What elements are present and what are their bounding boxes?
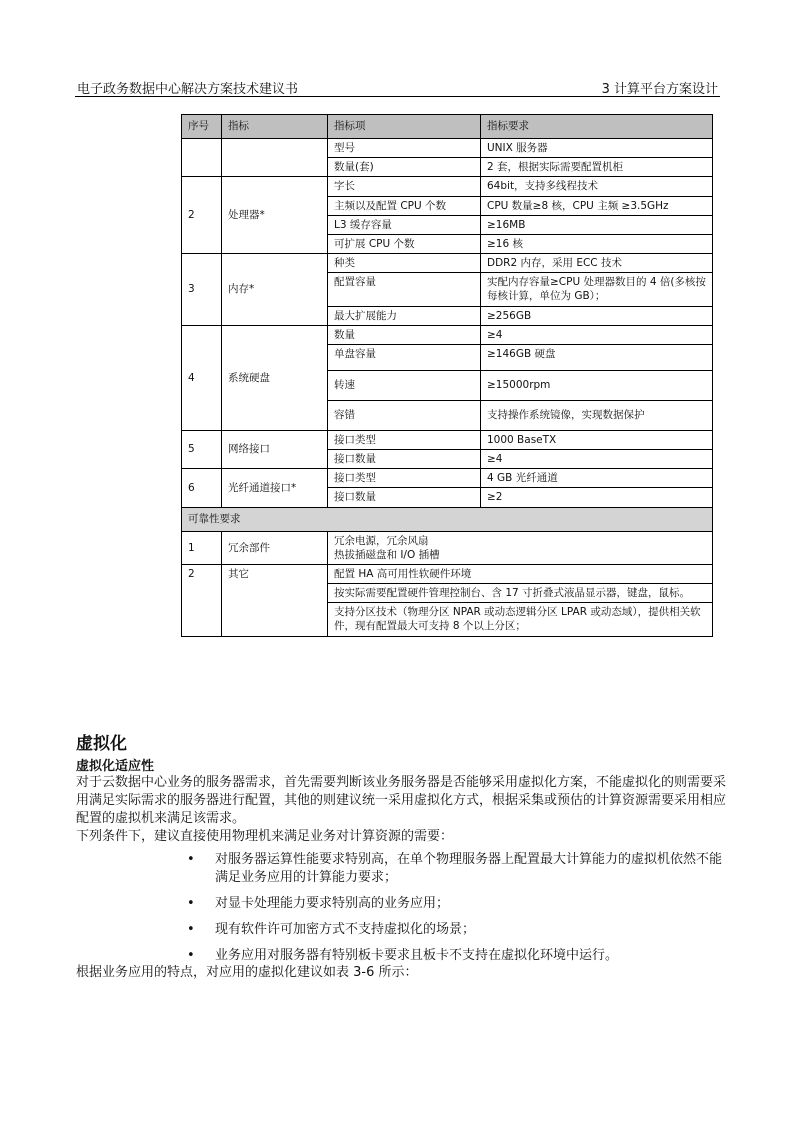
- row-indicator: 其它: [222, 564, 328, 636]
- row-requirement: CPU 数量≥8 核，CPU 主频 ≥3.5GHz: [481, 196, 713, 215]
- requirement-line: 热拔插磁盘和 I/O 插槽: [334, 548, 440, 561]
- table-row: [182, 254, 713, 273]
- row-no: 2: [182, 564, 222, 636]
- section-row-reliability: [182, 507, 713, 531]
- list-item-text: 业务应用对服务器有特别板卡要求且板卡不支持在虚拟化环境中运行。: [215, 948, 619, 963]
- paragraph-intro: 对于云数据中心业务的服务器需求，首先需要判断该业务服务器是否能够采用虚拟化方案，不能虚拟化的则需要采用满足实际需求的服务器进行配置，其他的则建议统一采用虚拟化方式，根据采集或预估的计算资源需要采用相应配置的虚拟机来满足该需求。: [76, 775, 727, 826]
- row-item: 数量(套): [328, 158, 481, 177]
- row-no: 6: [182, 469, 222, 507]
- bullet-list: [183, 851, 728, 973]
- row-requirement: ≥2: [481, 488, 713, 507]
- header-doc-title: 电子政务数据中心解决方案技术建议书: [77, 82, 299, 97]
- row-item: 接口数量: [328, 450, 481, 469]
- page-header: [75, 78, 720, 97]
- col-header-item: 指标项: [328, 115, 481, 139]
- row-item: 数量: [328, 325, 481, 344]
- row-indicator: 系统硬盘: [222, 325, 328, 430]
- row-requirement: 配置 HA 高可用性软硬件环境: [328, 564, 713, 583]
- row-requirement: ≥16MB: [481, 215, 713, 234]
- row-item: 种类: [328, 254, 481, 273]
- row-requirement: 支持操作系统镜像，实现数据保护: [481, 400, 713, 430]
- table-row: [182, 430, 713, 449]
- row-requirement: 实配内存容量≥CPU 处理器数目的 4 倍(多核按每核计算，单位为 GB）；: [481, 273, 713, 306]
- col-header-requirement: 指标要求: [481, 115, 713, 139]
- row-requirement: DDR2 内存，采用 ECC 技术: [481, 254, 713, 273]
- row-no: [182, 139, 222, 177]
- row-requirement: 支持分区技术（物理分区 NPAR 或动态逻辑分区 LPAR 或动态域），提供相关软件，现有配置最大可支持 8 个以上分区；: [328, 603, 713, 636]
- table-row: [182, 531, 713, 564]
- row-item: 接口类型: [328, 469, 481, 488]
- bullet-icon: •: [187, 852, 195, 867]
- list-item: [183, 921, 728, 939]
- row-indicator: [222, 139, 328, 177]
- row-item: L3 缓存容量: [328, 215, 481, 234]
- row-item: 转速: [328, 370, 481, 400]
- list-item-text: 对显卡处理能力要求特别高的业务应用；: [215, 896, 450, 911]
- list-item-text: 对服务器运算性能要求特别高，在单个物理服务器上配置最大计算能力的虚拟机依然不能满足业务应用的计算能力要求；: [215, 852, 723, 885]
- bullet-icon: •: [187, 948, 195, 963]
- list-item-text: 现有软件许可加密方式不支持虚拟化的场景；: [215, 922, 476, 937]
- list-item: [183, 851, 728, 887]
- server-spec-table: [181, 114, 713, 637]
- paragraph-table-ref: 根据业务应用的特点，对应用的虚拟化建议如表 3-6 所示：: [76, 965, 418, 980]
- section-label: 可靠性要求: [182, 507, 713, 531]
- row-item: 型号: [328, 139, 481, 158]
- table-row: [182, 564, 713, 583]
- paragraph-conditions: 下列条件下，建议直接使用物理机来满足业务对计算资源的需要：: [76, 829, 454, 844]
- row-item: 最大扩展能力: [328, 306, 481, 325]
- row-indicator: 内存*: [222, 254, 328, 326]
- row-indicator: 处理器*: [222, 177, 328, 254]
- row-requirement: 按实际需要配置硬件管理控制台、含 17 寸折叠式液晶显示器，键盘，鼠标。: [328, 584, 713, 603]
- row-requirement: ≥16 核: [481, 234, 713, 253]
- row-requirement: 4 GB 光纤通道: [481, 469, 713, 488]
- header-chapter-title: 3 计算平台方案设计: [601, 82, 718, 97]
- row-requirement: ≥4: [481, 450, 713, 469]
- row-item: 主频以及配置 CPU 个数: [328, 196, 481, 215]
- row-item: 单盘容量: [328, 344, 481, 370]
- list-item: [183, 895, 728, 913]
- bullet-icon: •: [187, 896, 195, 911]
- row-requirement: ≥256GB: [481, 306, 713, 325]
- list-item: [183, 947, 728, 965]
- row-requirement: [328, 531, 713, 564]
- row-requirement: 64bit，支持多线程技术: [481, 177, 713, 196]
- subsection-heading: 虚拟化适应性: [76, 759, 155, 774]
- row-requirement: 1000 BaseTX: [481, 430, 713, 449]
- table-row: [182, 139, 713, 158]
- row-no: 5: [182, 430, 222, 468]
- table-row: [182, 325, 713, 344]
- row-no: 1: [182, 531, 222, 564]
- bullet-icon: •: [187, 922, 195, 937]
- row-requirement: 2 套，根据实际需要配置机柜: [481, 158, 713, 177]
- row-item: 接口类型: [328, 430, 481, 449]
- row-requirement: ≥146GB 硬盘: [481, 344, 713, 370]
- row-no: 2: [182, 177, 222, 254]
- row-requirement: ≥4: [481, 325, 713, 344]
- row-no: 4: [182, 325, 222, 430]
- row-indicator: 冗余部件: [222, 531, 328, 564]
- col-header-indicator: 指标: [222, 115, 328, 139]
- row-indicator: 光纤通道接口*: [222, 469, 328, 507]
- table-row: [182, 177, 713, 196]
- row-item: 容错: [328, 400, 481, 430]
- row-item: 可扩展 CPU 个数: [328, 234, 481, 253]
- row-item: 配置容量: [328, 273, 481, 306]
- table-row: [182, 469, 713, 488]
- row-requirement: UNIX 服务器: [481, 139, 713, 158]
- requirement-line: 冗余电源，冗余风扇: [334, 534, 429, 547]
- row-item: 接口数量: [328, 488, 481, 507]
- section-heading: 虚拟化: [76, 734, 127, 754]
- col-header-no: 序号: [182, 115, 222, 139]
- row-no: 3: [182, 254, 222, 326]
- row-item: 字长: [328, 177, 481, 196]
- row-indicator: 网络接口: [222, 430, 328, 468]
- table-header-row: [182, 115, 713, 139]
- row-requirement: ≥15000rpm: [481, 370, 713, 400]
